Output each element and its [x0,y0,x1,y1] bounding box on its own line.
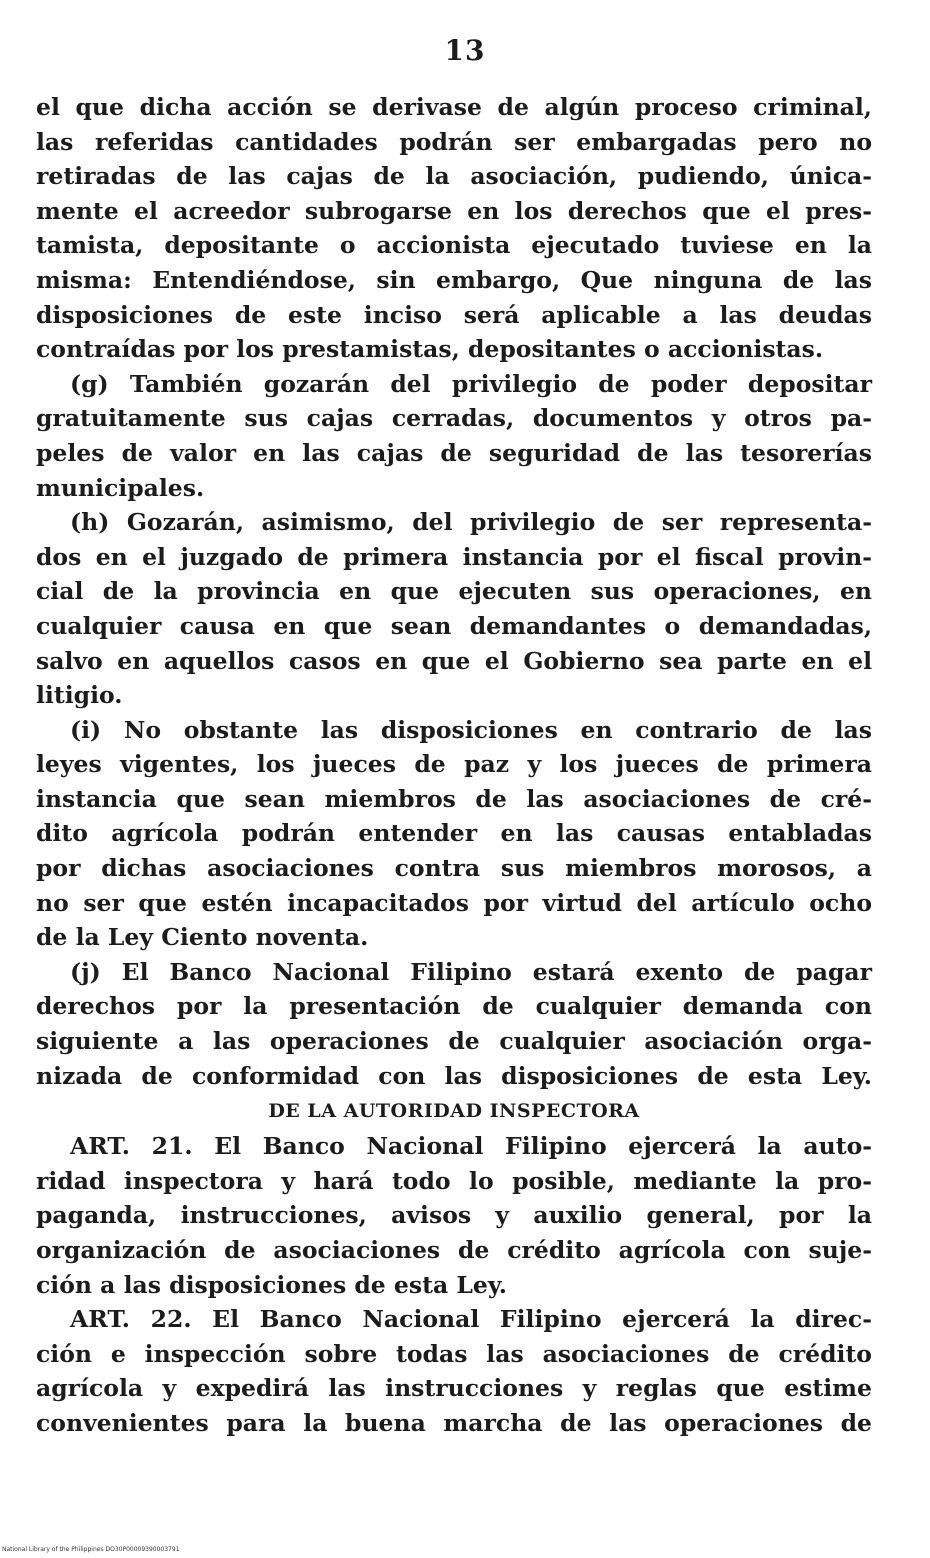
text-line: dito agrícola podrán entender en las causas entabladas [36,819,872,848]
text-line: organización de asociaciones de crédito agrícola con suje- [36,1236,872,1264]
text-line: (g) También gozarán del privilegio de poder depositar [70,369,872,398]
footer-watermark: National Library of the Philippines DO30P00009390003791 [2,1546,180,1553]
text-line: convenientes para la buena marcha de las operaciones de [36,1408,872,1437]
text-line: el que dicha acción se derivase de algún proceso criminal, [36,93,872,121]
text-line: municipales. [36,473,205,502]
text-line: nizada de conformidad con las disposiciones de esta Ley. [36,1061,872,1090]
text-line: ción e inspección sobre todas las asociaciones de crédito [36,1339,872,1368]
text-line: derechos por la presentación de cualquier demanda con [36,992,872,1021]
text-line: paganda, instrucciones, avisos y auxilio general, por la [36,1201,872,1230]
text-line: cial de la provincia en que ejecuten sus operaciones, en [36,577,872,606]
text-line: ridad inspectora y hará todo lo posible, mediante la pro- [36,1166,872,1195]
text-line: disposiciones de este inciso será aplicable a las deudas [36,300,872,329]
text-line: (i) No obstante las disposiciones en contrario de las [70,715,872,744]
section-heading: DE LA AUTORIDAD INSPECTORA [268,1100,640,1123]
text-line: (h) Gozarán, asimismo, del privilegio de ser representa- [70,508,872,537]
text-line: no ser que estén incapacitados por virtud del artículo ocho [36,888,872,917]
body-text [36,90,872,1441]
text-line: litigio. [36,681,123,710]
text-line: agrícola y expedirá las instrucciones y reglas que estime [36,1374,872,1403]
text-line: las referidas cantidades podrán ser embargadas pero no [36,127,872,156]
text-line: instancia que sean miembros de las asociaciones de cré- [36,784,872,813]
text-line: siguiente a las operaciones de cualquier asociación orga- [36,1027,872,1056]
text-line: gratuitamente sus cajas cerradas, documentos y otros pa- [36,404,872,433]
text-line: (j) El Banco Nacional Filipino estará exento de pagar [70,957,872,986]
text-line: retiradas de las cajas de la asociación, pudiendo, única- [36,162,872,191]
text-line: leyes vigentes, los jueces de paz y los jueces de primera [36,750,872,779]
text-line: por dichas asociaciones contra sus miembros morosos, a [36,854,872,883]
text-line: salvo en aquellos casos en que el Gobierno sea parte en el [36,646,872,675]
text-line: ART. 21. El Banco Nacional Filipino ejercerá la auto- [70,1132,872,1161]
text-line: de la Ley Ciento noventa. [36,923,369,952]
text-line: dos en el juzgado de primera instancia por el fiscal provin- [36,542,872,571]
text-line: contraídas por los prestamistas, depositantes o accionistas. [36,335,824,364]
text-line: misma: Entendiéndose, sin embargo, Que ninguna de las [36,265,872,294]
text-line: ción a las disposiciones de esta Ley. [36,1270,507,1299]
text-line: mente el acreedor subrogarse en los derechos que el pres- [36,196,872,225]
text-line: tamista, depositante o accionista ejecutado tuviese en la [36,231,872,260]
text-line: cualquier causa en que sean demandantes o demandadas, [36,611,872,640]
text-line: ART. 22. El Banco Nacional Filipino ejercerá la direc- [70,1305,872,1334]
text-line: peles de valor en las cajas de seguridad de las tesorerías [36,438,872,467]
page-number: 13 [444,34,486,67]
